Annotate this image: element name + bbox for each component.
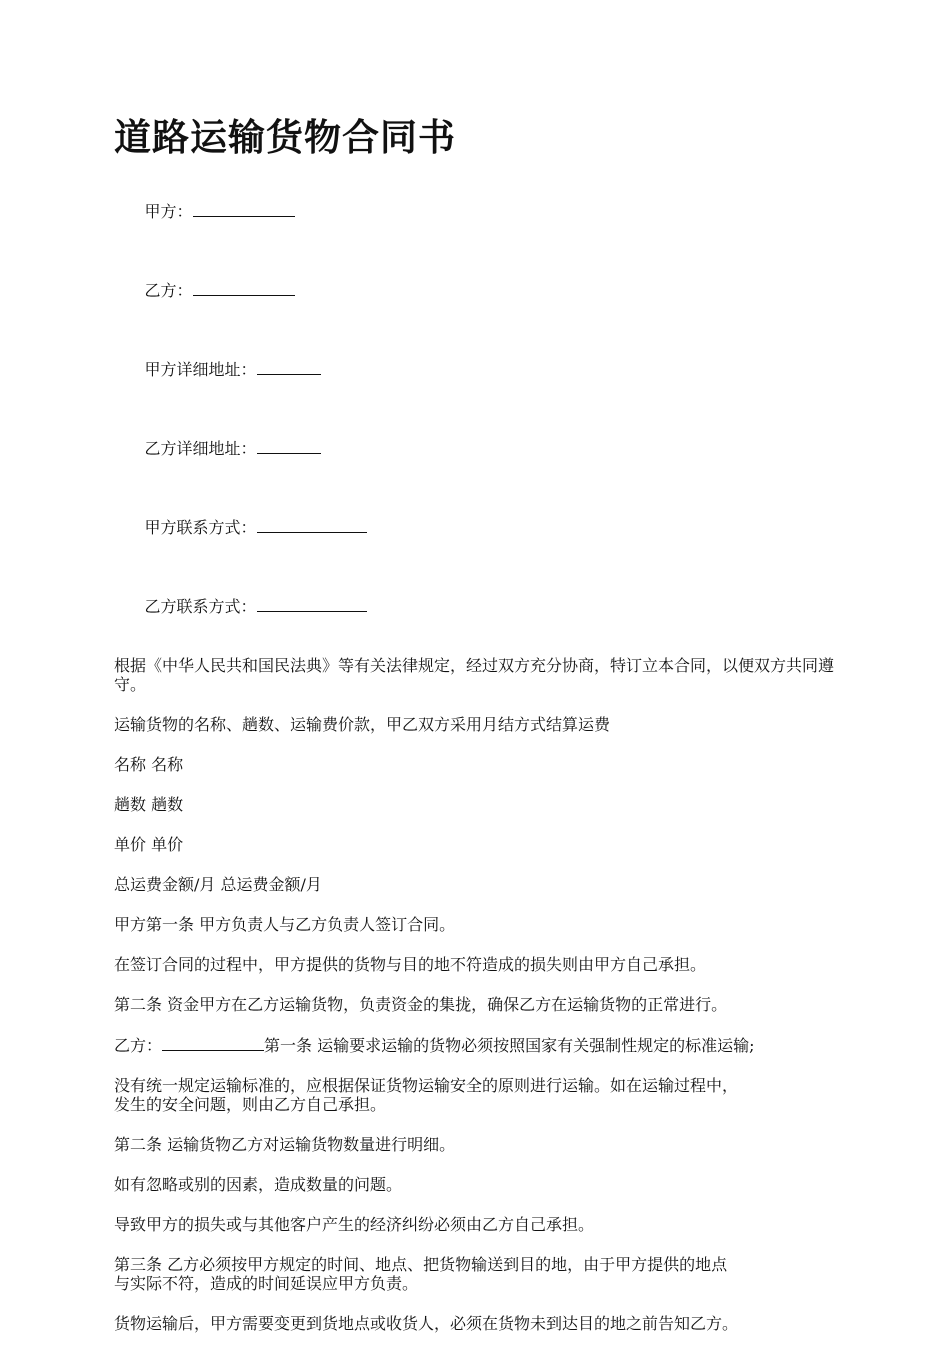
field-party-b-contact xyxy=(114,577,854,635)
paragraph: 第二条 资金甲方在乙方运输货物，负责资金的集拢，确保乙方在运输货物的正常进行。 xyxy=(114,995,728,1014)
paragraph: 导致甲方的损失或与其他客户产生的经济纠纷必须由乙方自己承担。 xyxy=(114,1215,595,1234)
paragraph: 甲方第一条 甲方负责人与乙方负责人签订合同。 xyxy=(114,915,456,934)
blank-line[interactable] xyxy=(162,1035,264,1051)
field-label: 甲方详细地址： xyxy=(144,360,257,379)
contract-page xyxy=(114,0,854,1354)
inline-field-text: 第一条 运输要求运输的货物必须按照国家有关强制性规定的标准运输; xyxy=(264,1036,755,1055)
blank-line[interactable] xyxy=(257,596,367,612)
field-party-b-address xyxy=(114,419,854,477)
blank-line[interactable] xyxy=(193,201,295,217)
paragraph: 如有忽略或别的因素，造成数量的问题。 xyxy=(114,1175,403,1194)
field-label: 甲方联系方式： xyxy=(144,518,257,537)
field-label: 甲方： xyxy=(144,202,193,221)
paragraph: 在签订合同的过程中，甲方提供的货物与目的地不符造成的损失则由甲方自己承担。 xyxy=(114,955,707,974)
blank-line[interactable] xyxy=(257,517,367,533)
blank-line[interactable] xyxy=(193,280,295,296)
paragraph: 单价 单价 xyxy=(114,835,184,854)
paragraph: 名称 名称 xyxy=(114,755,184,774)
blank-line[interactable] xyxy=(257,438,321,454)
field-party-a xyxy=(114,182,854,240)
paragraph: 货物运输后，甲方需要变更到货地点或收货人，必须在货物未到达目的地之前告知乙方。 xyxy=(114,1314,739,1333)
field-label: 乙方详细地址： xyxy=(144,439,257,458)
paragraph: 第二条 运输货物乙方对运输货物数量进行明细。 xyxy=(114,1135,456,1154)
field-party-a-address xyxy=(114,340,854,398)
field-party-b xyxy=(114,261,854,319)
inline-field-row xyxy=(114,1035,854,1055)
paragraph: 根据《中华人民共和国民法典》等有关法律规定，经过双方充分协商，特订立本合同，以便双方共同遵守。 xyxy=(114,656,835,694)
field-label: 乙方联系方式： xyxy=(144,597,257,616)
paragraph: 运输货物的名称、趟数、运输费价款，甲乙双方采用月结方式结算运费 xyxy=(114,715,611,734)
paragraph: 没有统一规定运输标准的，应根据保证货物运输安全的原则进行运输。如在运输过程中， 发生的安全问题，则由乙方自己承担。 xyxy=(114,1076,739,1114)
paragraph: 趟数 趟数 xyxy=(114,795,184,814)
field-label: 乙方： xyxy=(114,1036,163,1055)
party-fields xyxy=(114,182,854,635)
document-title: 道路运输货物合同书 xyxy=(114,116,456,159)
paragraph: 第三条 乙方必须按甲方规定的时间、地点、把货物输送到目的地，由于甲方提供的地点 与实际不符，造成的时间延误应甲方负责。 xyxy=(114,1255,728,1293)
paragraph: 总运费金额/月 总运费金额/月 xyxy=(114,875,322,894)
field-party-a-contact xyxy=(114,498,854,556)
blank-line[interactable] xyxy=(257,359,321,375)
field-label: 乙方： xyxy=(144,281,193,300)
